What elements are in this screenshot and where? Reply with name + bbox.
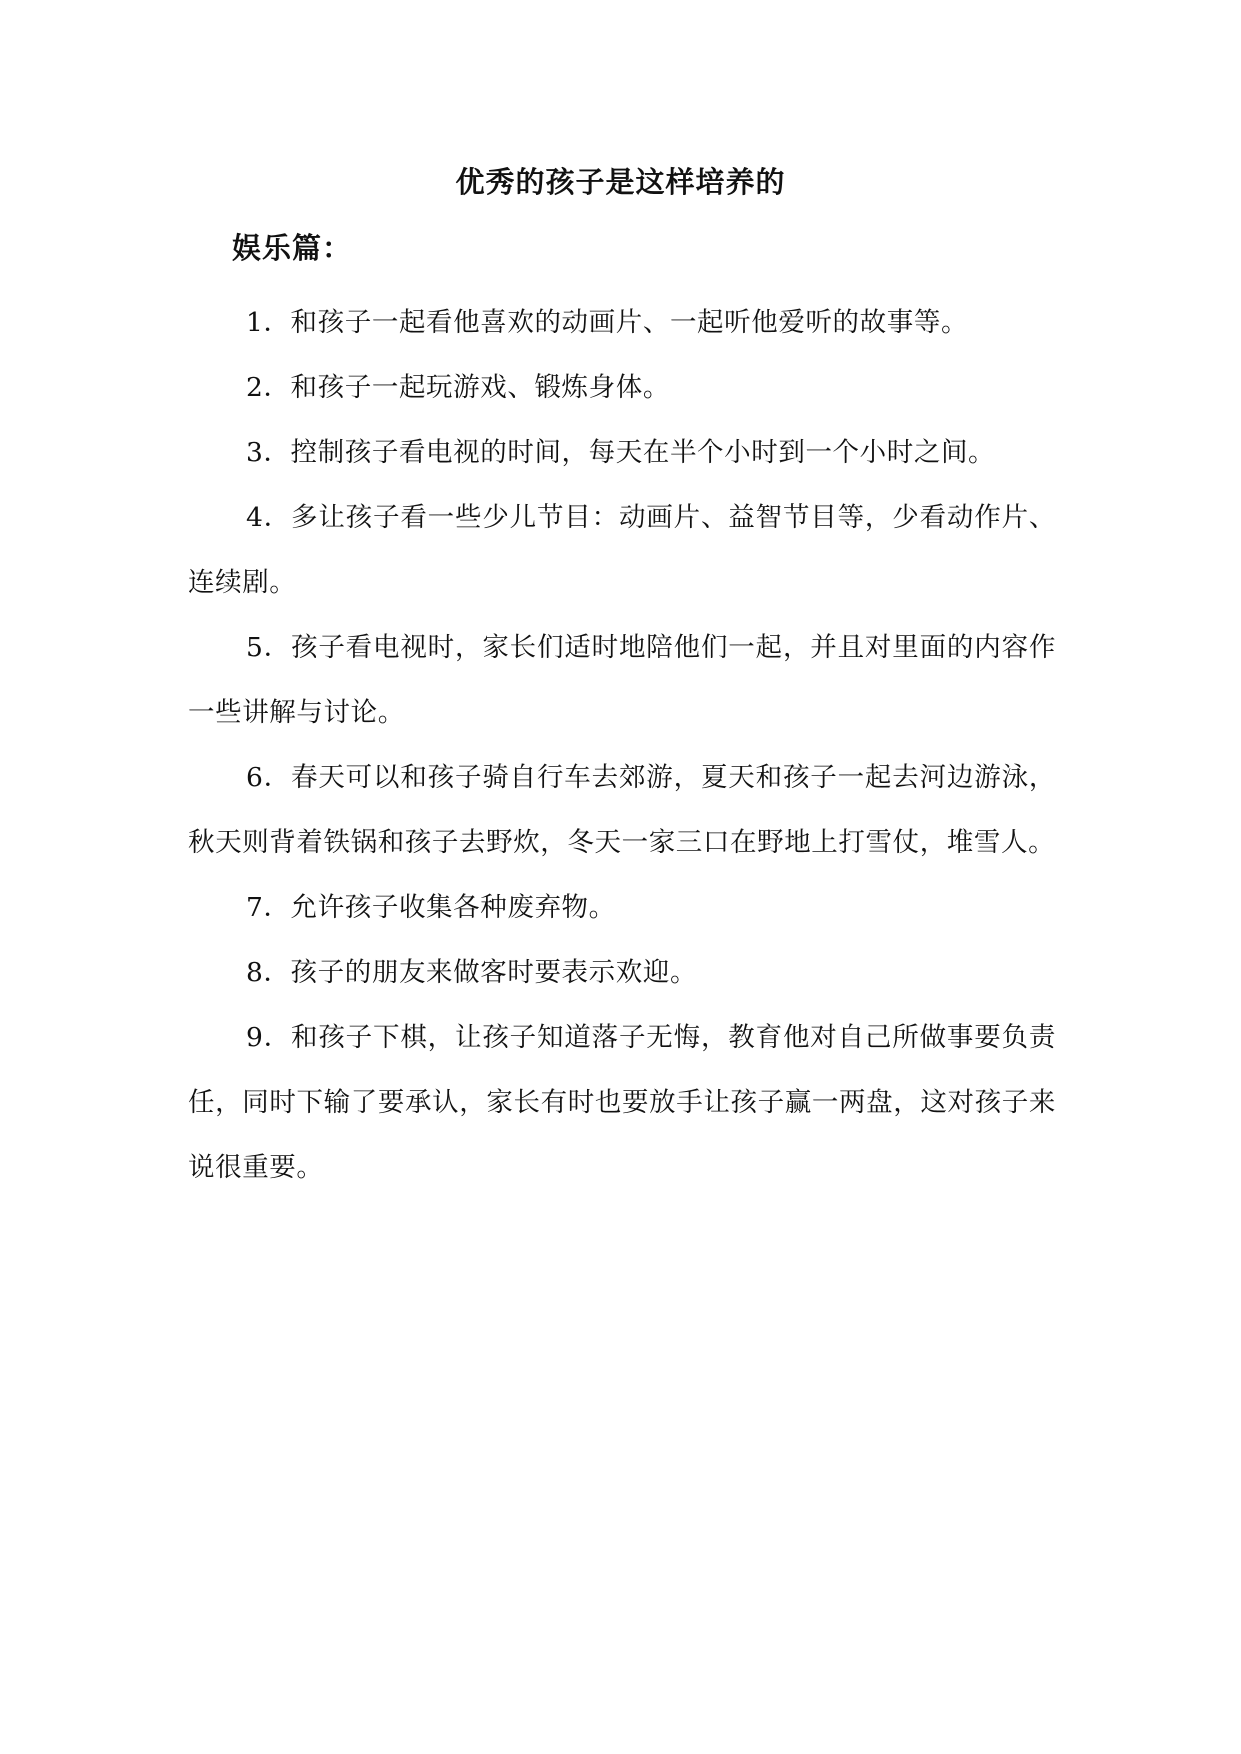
list-item-3: 3．控制孩子看电视的时间，每天在半个小时到一个小时之间。: [246, 437, 996, 468]
document-title: 优秀的孩子是这样培养的: [455, 165, 786, 199]
section-heading: 娱乐篇：: [232, 231, 353, 265]
list-item-7: 7．允许孩子收集各种废弃物。: [246, 892, 616, 923]
document-body: [188, 290, 1056, 1200]
list-item-4: 4．多让孩子看一些少儿节目：动画片、益智节目等，少看动作片、连续剧。: [188, 502, 1056, 598]
list-item-6: 6．春天可以和孩子骑自行车去郊游，夏天和孩子一起去河边游泳，秋天则背着铁锅和孩子去野炊，冬天一家三口在野地上打雪仗，堆雪人。: [188, 762, 1056, 858]
list-item-5: 5．孩子看电视时，家长们适时地陪他们一起，并且对里面的内容作一些讲解与讨论。: [188, 632, 1056, 728]
list-item-9: 9．和孩子下棋，让孩子知道落子无悔，教育他对自己所做事要负责任，同时下输了要承认，家长有时也要放手让孩子赢一两盘，这对孩子来说很重要。: [188, 1022, 1056, 1183]
list-item-8: 8．孩子的朋友来做客时要表示欢迎。: [246, 957, 698, 988]
list-item-2: 2．和孩子一起玩游戏、锻炼身体。: [246, 372, 670, 403]
list-item-1: 1．和孩子一起看他喜欢的动画片、一起听他爱听的故事等。: [246, 307, 969, 338]
